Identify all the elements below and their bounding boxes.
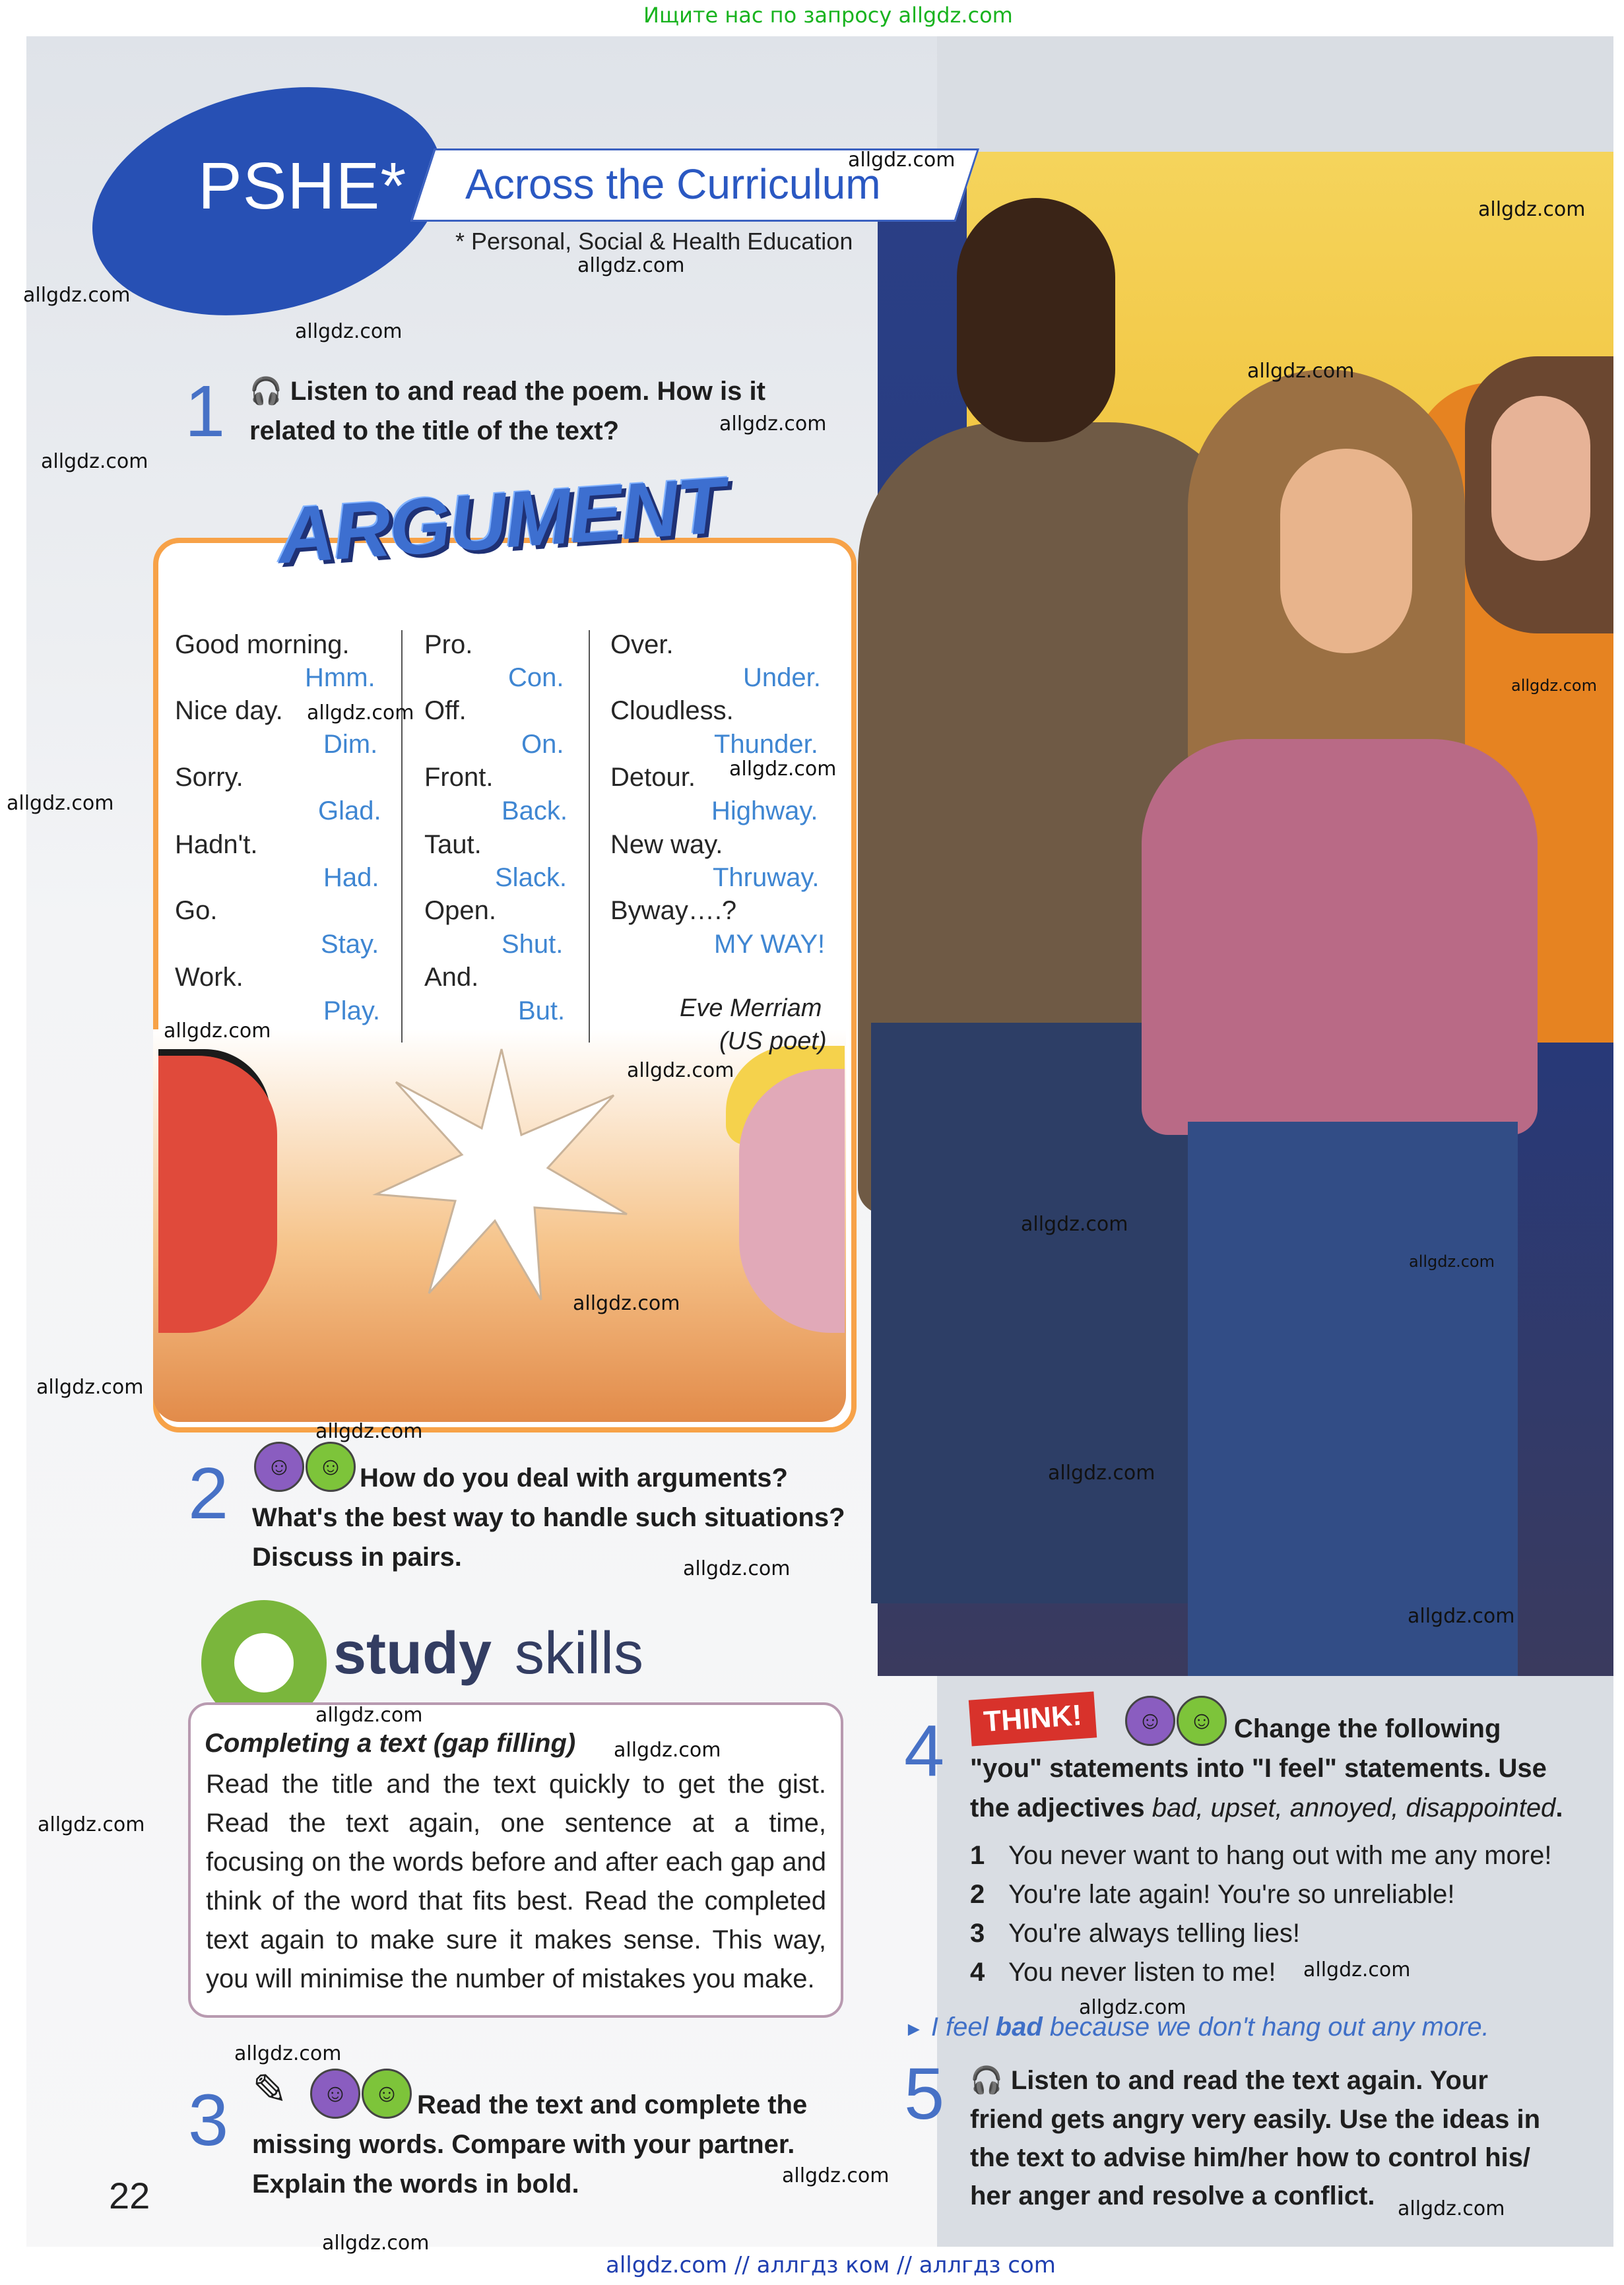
top-watermark: Ищите нас по запросу allgdz.com bbox=[643, 3, 1013, 28]
exercise-1-instruction bbox=[249, 371, 765, 451]
bottom-watermark: allgdz.com // аллгдз ком // аллгдз com bbox=[606, 2252, 1056, 2278]
exercise-2-number: 2 bbox=[188, 1453, 229, 1534]
site-watermark: allgdz.com bbox=[683, 1557, 791, 1580]
exercise-1-line2: related to the title of the text? bbox=[249, 416, 620, 445]
face-icon: ☺ bbox=[1177, 1696, 1227, 1746]
site-watermark: allgdz.com bbox=[782, 2164, 890, 2187]
site-watermark: allgdz.com bbox=[315, 1420, 423, 1443]
poem-line: New way. bbox=[610, 830, 723, 859]
face-icon: ☺ bbox=[306, 1442, 356, 1492]
poem-separator bbox=[401, 630, 403, 1043]
site-watermark: allgdz.com bbox=[627, 1059, 734, 1082]
page-number: 22 bbox=[109, 2175, 150, 2216]
site-watermark: allgdz.com bbox=[577, 254, 685, 277]
think-badge: THINK! bbox=[969, 1691, 1097, 1746]
site-watermark: allgdz.com bbox=[7, 792, 114, 815]
poem-reply: Under. bbox=[743, 663, 821, 692]
poem-reply: Thunder. bbox=[714, 730, 818, 759]
arrow-icon: ► bbox=[904, 2018, 924, 2040]
exercise-5-number: 5 bbox=[904, 2053, 945, 2135]
site-watermark: allgdz.com bbox=[1511, 676, 1597, 695]
site-watermark: allgdz.com bbox=[23, 284, 131, 307]
exercise-5-line4: her anger and resolve a conflict. bbox=[970, 2181, 1375, 2210]
exercise-2-line1: How do you deal with arguments? bbox=[360, 1464, 788, 1493]
exercise-5-line3: the text to advise him/her how to control his/ bbox=[970, 2143, 1530, 2172]
exercise-3-line3: Explain the words in bold. bbox=[252, 2170, 579, 2199]
site-watermark: allgdz.com bbox=[729, 757, 837, 781]
poem-reply: Stay. bbox=[321, 930, 379, 959]
site-watermark: allgdz.com bbox=[164, 1019, 271, 1043]
pshe-title: PSHE* bbox=[198, 149, 407, 223]
pencil-icon: ✎ bbox=[252, 2066, 288, 2113]
exercise-3-number: 3 bbox=[188, 2080, 229, 2161]
exercise-4-item: 2 You're late again! You're so unreliable! bbox=[970, 1880, 1455, 1909]
poem-reply: Shut. bbox=[502, 930, 564, 959]
pair-work-icon bbox=[254, 1442, 356, 1492]
poem-line: Go. bbox=[175, 896, 218, 925]
poem-line: And. bbox=[424, 963, 479, 992]
poem-reply: MY WAY! bbox=[714, 930, 826, 959]
burst-icon bbox=[370, 1043, 633, 1306]
banner-title: Across the Curriculum bbox=[465, 160, 881, 208]
site-watermark: allgdz.com bbox=[1409, 1252, 1495, 1271]
poem-reply: Dim. bbox=[323, 730, 378, 759]
poem-line: Byway….? bbox=[610, 896, 737, 925]
poem-reply: Con. bbox=[508, 663, 564, 692]
poet-note: (US poet) bbox=[719, 1027, 827, 1055]
poem-reply: Glad. bbox=[318, 796, 381, 825]
exercise-4-line2: "you" statements into "I feel" statements. Use bbox=[970, 1754, 1547, 1783]
study-skills-title: Completing a text (gap filling) bbox=[205, 1729, 576, 1758]
exercise-4-line1: Change the following bbox=[1234, 1714, 1501, 1743]
site-watermark: allgdz.com bbox=[1478, 198, 1586, 221]
headphones-icon: 🎧 bbox=[249, 377, 282, 406]
poem-separator bbox=[589, 630, 590, 1043]
poem-line: Taut. bbox=[424, 830, 482, 859]
headphones-icon: 🎧 bbox=[970, 2066, 1003, 2095]
exercise-4-item: 4 You never listen to me! bbox=[970, 1958, 1276, 1987]
site-watermark: allgdz.com bbox=[41, 450, 148, 473]
poem-reply: Highway. bbox=[711, 796, 818, 825]
study-skills-logo-inner bbox=[234, 1633, 294, 1692]
site-watermark: allgdz.com bbox=[719, 412, 827, 435]
poem-reply: Had. bbox=[323, 863, 379, 892]
site-watermark: allgdz.com bbox=[1021, 1213, 1128, 1236]
poem-line: Cloudless. bbox=[610, 696, 734, 725]
exercise-2-line2: What's the best way to handle such situations? bbox=[252, 1503, 845, 1532]
exercise-4-line3 bbox=[970, 1788, 1563, 1828]
poem-line: Nice day. bbox=[175, 696, 283, 725]
poem-reply: On. bbox=[521, 730, 564, 759]
pair-work-icon bbox=[310, 2069, 412, 2119]
exercise-4-adjectives: bad, upset, annoyed, disappointed bbox=[1152, 1793, 1556, 1822]
site-watermark: allgdz.com bbox=[1048, 1462, 1155, 1485]
study-heading: study bbox=[333, 1621, 492, 1687]
pair-work-icon bbox=[1125, 1696, 1227, 1746]
poem-line: Sorry. bbox=[175, 763, 244, 792]
exercise-2-line3: Discuss in pairs. bbox=[252, 1543, 462, 1572]
face-icon: ☺ bbox=[1125, 1696, 1175, 1746]
face-icon: ☺ bbox=[362, 2069, 412, 2119]
site-watermark: allgdz.com bbox=[1408, 1605, 1515, 1628]
exercise-5-line2: friend gets angry very easily. Use the ideas in bbox=[970, 2105, 1541, 2134]
poem-line: Hadn't. bbox=[175, 830, 258, 859]
poem-line: Front. bbox=[424, 763, 494, 792]
poem-reply: But. bbox=[518, 996, 566, 1025]
face-icon: ☺ bbox=[310, 2069, 360, 2119]
site-watermark: allgdz.com bbox=[36, 1376, 144, 1399]
poem-line: Open. bbox=[424, 896, 496, 925]
site-watermark: allgdz.com bbox=[38, 1813, 145, 1836]
site-watermark: allgdz.com bbox=[322, 2232, 430, 2255]
site-watermark: allgdz.com bbox=[307, 701, 414, 724]
exercise-4-item: 1 You never want to hang out with me any more! bbox=[970, 1841, 1552, 1870]
exercise-4-example: ► I feel bad because we don't hang out any more. bbox=[904, 2012, 1489, 2042]
site-watermark: allgdz.com bbox=[1079, 1996, 1186, 2019]
site-watermark: allgdz.com bbox=[614, 1739, 721, 1762]
exercise-4-item: 3 You're always telling lies! bbox=[970, 1919, 1300, 1948]
poem-line: Work. bbox=[175, 963, 244, 992]
poem-line: Pro. bbox=[424, 630, 473, 659]
exercise-1-number: 1 bbox=[185, 371, 226, 452]
poem-line: Good morning. bbox=[175, 630, 350, 659]
poem-reply: Slack. bbox=[495, 863, 567, 892]
study-skills-text: Read the title and the text quickly to get the gist. Read the text again, one sentence at a time, focusing on the words before and after each gap and think of the word that fits best. Read the completed text again to make sure it makes sense. This way, you will minimise the number of mistakes you make. bbox=[206, 1770, 826, 1993]
header-subtitle: * Personal, Social & Health Education bbox=[455, 228, 853, 255]
face-icon: ☺ bbox=[254, 1442, 304, 1492]
poem-line: Over. bbox=[610, 630, 674, 659]
exercise-5-line1: 🎧 Listen to and read the text again. Your bbox=[970, 2061, 1488, 2100]
site-watermark: allgdz.com bbox=[1398, 2197, 1505, 2220]
angry-face-left bbox=[158, 1056, 277, 1333]
exercise-3-line1: Read the text and complete the bbox=[417, 2090, 808, 2119]
site-watermark: allgdz.com bbox=[295, 320, 403, 343]
exercise-1-line1: Listen to and read the poem. How is it bbox=[290, 377, 765, 406]
exercise-4-number: 4 bbox=[904, 1710, 945, 1791]
exercise-3-line2: missing words. Compare with your partner. bbox=[252, 2130, 795, 2159]
site-watermark: allgdz.com bbox=[573, 1292, 680, 1315]
poem-reply: Back. bbox=[502, 796, 568, 825]
poem-reply: Play. bbox=[323, 996, 380, 1025]
poem-line: Detour. bbox=[610, 763, 696, 792]
site-watermark: allgdz.com bbox=[848, 148, 956, 172]
poet-name: Eve Merriam bbox=[680, 994, 822, 1022]
site-watermark: allgdz.com bbox=[1247, 360, 1355, 383]
skills-heading: skills bbox=[515, 1621, 643, 1687]
poem-title: ARGUMENT bbox=[275, 461, 727, 581]
exercise-4-line3-bold: the adjectives bbox=[970, 1793, 1145, 1822]
site-watermark: allgdz.com bbox=[315, 1704, 423, 1727]
exercise-4-line3-end: . bbox=[1555, 1793, 1563, 1822]
site-watermark: allgdz.com bbox=[1303, 1958, 1411, 1981]
poem-reply: Hmm. bbox=[305, 663, 375, 692]
poem-line: Off. bbox=[424, 696, 467, 725]
poem-reply: Thruway. bbox=[713, 863, 820, 892]
site-watermark: allgdz.com bbox=[234, 2042, 342, 2065]
